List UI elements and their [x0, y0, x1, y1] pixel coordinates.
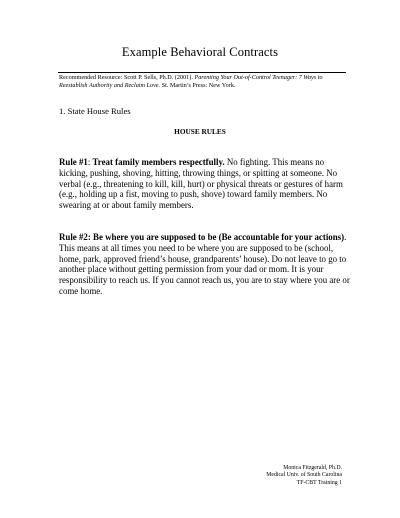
rule-2-body: . This means at all times you need to be where you are supposed to be (school, home, park, approved friend’s house, grandparents’ house). Do not leave to go to another place without getting permission from your dad or mom. It is your responsibility to reach us. If you cannot reach us, you are to stay where you are or come home. — [59, 232, 350, 296]
rule-2-colon: : — [87, 232, 94, 242]
footer-credits — [266, 465, 342, 487]
footer-training-line — [266, 480, 342, 487]
rule-1-paragraph — [59, 157, 351, 211]
document-title: Example Behavioral Contracts — [121, 45, 279, 59]
footer-training: TF-CBT Training — [296, 479, 338, 486]
footer-institution: Medical Univ. of South Carolina — [266, 472, 342, 479]
recommended-resource — [59, 74, 349, 90]
rule-2-label: Rule #2 — [59, 232, 88, 242]
rule-1-label: Rule #1 — [59, 157, 88, 167]
rule-1-body: No fighting. This means no kicking, pushing, shoving, hitting, throwing things, or spitting at someone. No verbal (e.g., threatening to kill, kill, hurt) or physical threats or gestures of harm (e.g., holding up a fist, moving to push, shove) toward family members. No swearing at or about family members. — [59, 157, 343, 211]
resource-publisher: St. Martin’s Press: New York. — [160, 82, 236, 90]
rule-2-headline: Be where you are supposed to be (Be accountable for your actions) — [93, 232, 345, 242]
title-divider — [58, 72, 346, 73]
rule-2-paragraph — [59, 232, 351, 297]
rule-1-colon: : — [87, 157, 93, 167]
section-heading: 1. State House Rules — [59, 106, 131, 116]
rule-1-headline: Treat family members respectfully. — [92, 157, 225, 167]
resource-prefix: Recommended Resource: Scott P. Sells, Ph.D. (2001). — [59, 74, 195, 81]
footer-author: Monica Fitzgerald, Ph.D. — [283, 465, 342, 471]
resource-book-title: Parenting Your Out-of-Control Teenager: 7 Ways to Reestablish Authority and Reclaim Love. — [59, 74, 323, 90]
page-number: 1 — [339, 479, 342, 486]
house-rules-heading: HOUSE RULES — [174, 127, 226, 136]
